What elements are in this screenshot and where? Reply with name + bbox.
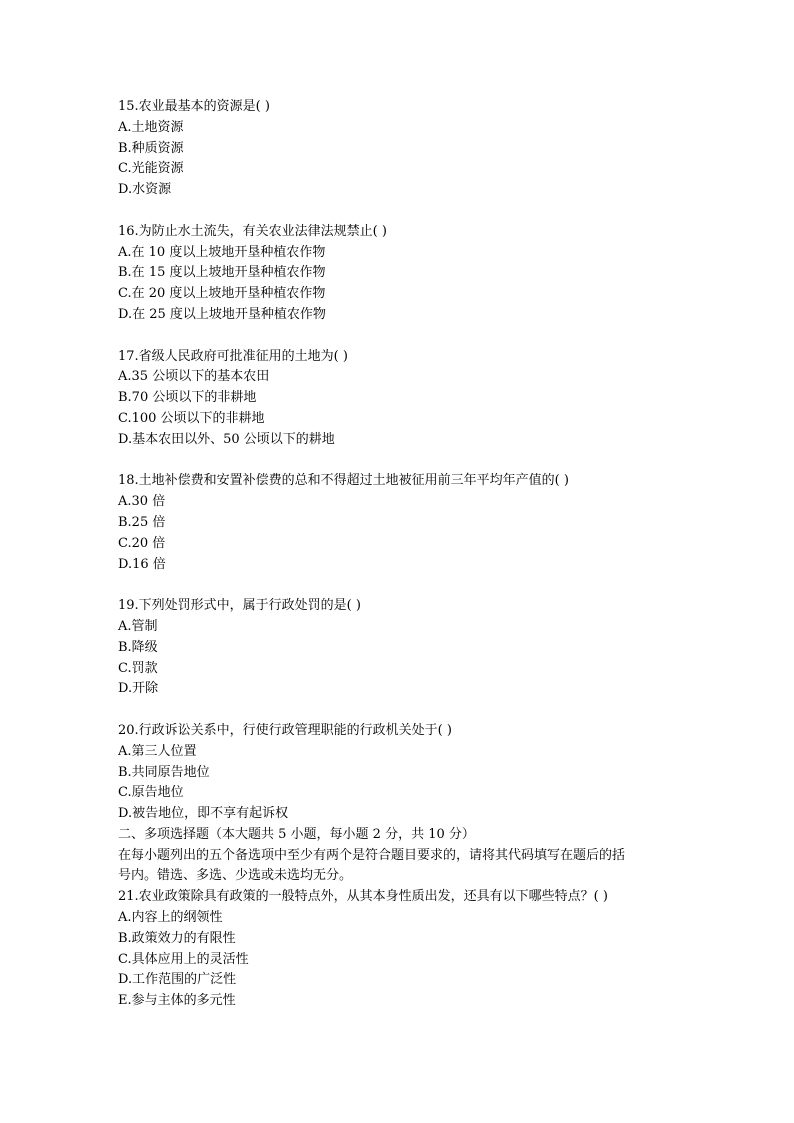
question-stem: 18.土地补偿费和安置补偿费的总和不得超过土地被征用前三年平均年产值的( ) bbox=[118, 473, 569, 489]
option-d: D.基本农田以外、50 公顷以下的耕地 bbox=[118, 431, 335, 447]
option-d: D.工作范围的广泛性 bbox=[118, 972, 237, 988]
option-d: D.在 25 度以上坡地开垦种植农作物 bbox=[118, 306, 326, 322]
option-d: D.被告地位，即不享有起诉权 bbox=[118, 806, 289, 822]
option-a: A.第三人位置 bbox=[118, 743, 197, 759]
option-c: C.20 倍 bbox=[118, 535, 166, 551]
spacer bbox=[118, 451, 678, 472]
option-a: A.管制 bbox=[118, 618, 158, 634]
section-multiple-choice bbox=[118, 825, 678, 1012]
question-20 bbox=[118, 721, 678, 825]
question-stem: 15.农业最基本的资源是( ) bbox=[118, 99, 270, 114]
option-a: A.土地资源 bbox=[118, 119, 184, 135]
option-c: C.光能资源 bbox=[118, 161, 184, 177]
option-b: B.种质资源 bbox=[118, 140, 184, 156]
spacer bbox=[118, 575, 678, 596]
question-16 bbox=[118, 222, 678, 326]
option-c: C.100 公顷以下的非耕地 bbox=[118, 410, 265, 426]
question-stem: 20.行政诉讼关系中，行使行政管理职能的行政机关处于( ) bbox=[118, 722, 452, 738]
question-stem: 19.下列处罚形式中，属于行政处罚的是( ) bbox=[118, 598, 361, 614]
option-d: D.16 倍 bbox=[118, 556, 166, 572]
option-d: D.开除 bbox=[118, 681, 159, 697]
option-c: C.原告地位 bbox=[118, 785, 184, 801]
option-b: B.降级 bbox=[118, 639, 158, 655]
question-stem: 21.农业政策除具有政策的一般特点外，从其本身性质出发，还具有以下哪些特点？( ) bbox=[118, 889, 608, 905]
document-page bbox=[118, 97, 678, 1012]
question-21 bbox=[118, 887, 678, 1012]
option-a: A.在 10 度以上坡地开垦种植农作物 bbox=[118, 244, 326, 260]
question-stem: 17.省级人民政府可批准征用的土地为( ) bbox=[118, 348, 348, 364]
option-d: D.水资源 bbox=[118, 182, 172, 198]
option-a: A.30 倍 bbox=[118, 494, 166, 510]
section-heading: 二、多项选择题（本大题共 5 小题，每小题 2 分，共 10 分） bbox=[118, 826, 475, 842]
question-stem: 16.为防止水土流失，有关农业法律法规禁止( ) bbox=[118, 223, 387, 239]
option-a: A.35 公顷以下的基本农田 bbox=[118, 369, 270, 385]
option-c: C.在 20 度以上坡地开垦种植农作物 bbox=[118, 286, 326, 302]
option-b: B.25 倍 bbox=[118, 514, 166, 530]
option-c: C.罚款 bbox=[118, 660, 158, 676]
spacer bbox=[118, 700, 678, 721]
option-a: A.内容上的纲领性 bbox=[118, 910, 223, 926]
spacer bbox=[118, 201, 678, 222]
option-c: C.具体应用上的灵活性 bbox=[118, 951, 249, 967]
question-18 bbox=[118, 471, 678, 575]
option-e: E.参与主体的多元性 bbox=[118, 993, 236, 1009]
section-instruction: 在每小题列出的五个备选项中至少有两个是符合题目要求的，请将其代码填写在题后的括 bbox=[118, 847, 626, 863]
spacer bbox=[118, 326, 678, 347]
question-15 bbox=[118, 97, 678, 201]
question-19 bbox=[118, 596, 678, 700]
option-b: B.政策效力的有限性 bbox=[118, 930, 236, 946]
option-b: B.共同原告地位 bbox=[118, 764, 210, 780]
option-b: B.在 15 度以上坡地开垦种植农作物 bbox=[118, 265, 326, 281]
question-17 bbox=[118, 347, 678, 451]
option-b: B.70 公顷以下的非耕地 bbox=[118, 390, 257, 406]
section-instruction-continued: 号内。错选、多选、少选或未选均无分。 bbox=[118, 868, 353, 884]
